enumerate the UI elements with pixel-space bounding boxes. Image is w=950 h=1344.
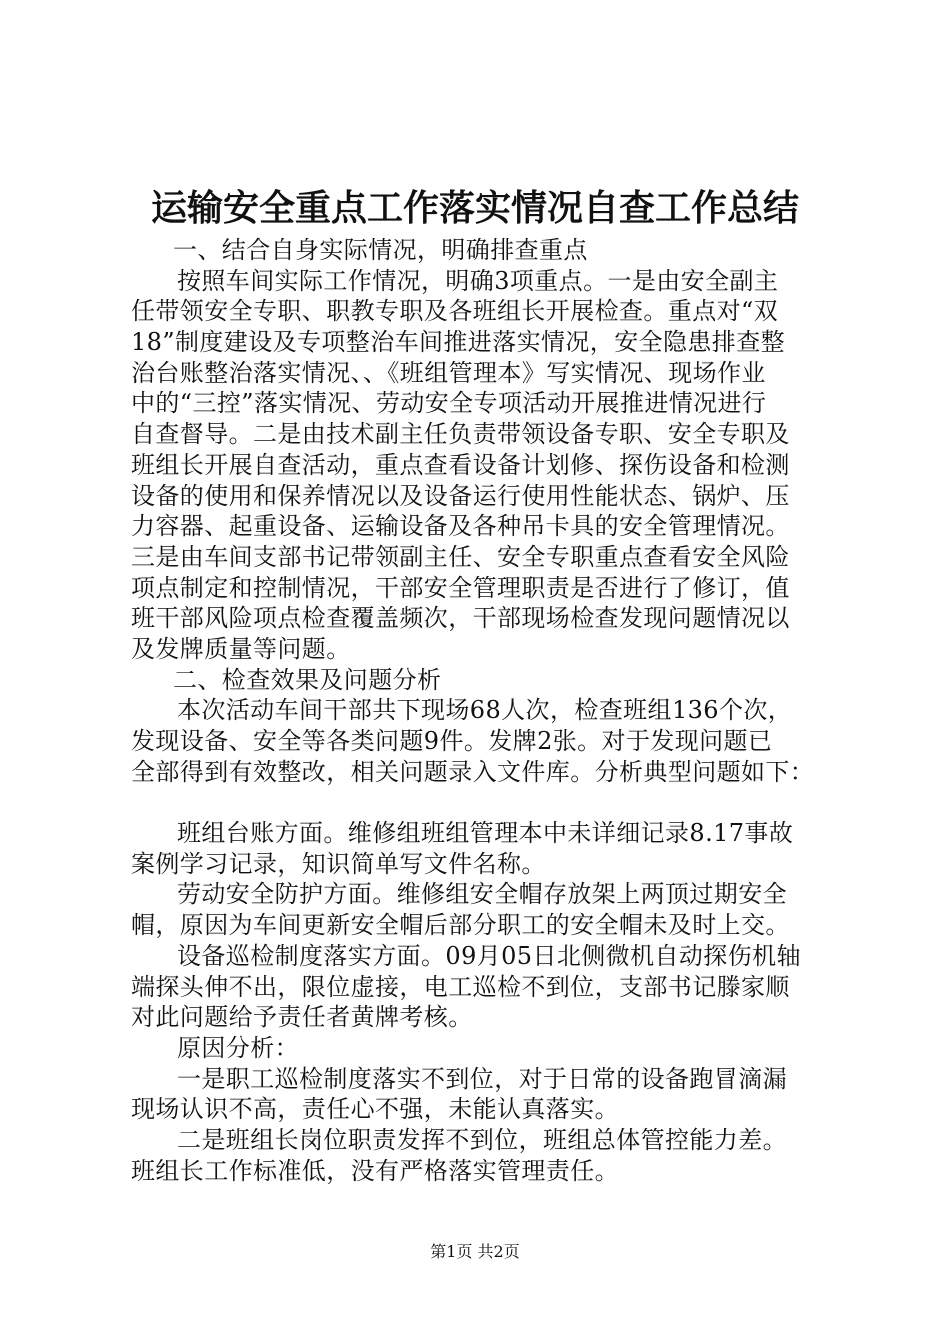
paragraph-line: 发现设备、安全等各类问题9件。发牌2张。对于发现问题已 bbox=[131, 727, 773, 755]
paragraph-line: 治台账整治落实情况、、《班组管理本》写实情况、现场作业 bbox=[131, 358, 766, 387]
paragraph-line: 现场认识不高，责任心不强，未能认真落实。 bbox=[131, 1095, 619, 1124]
paragraph-line: 劳动安全防护方面。维修组安全帽存放架上两顶过期安全 bbox=[177, 880, 787, 909]
paragraph-line: 设备的使用和保养情况以及设备运行使用性能状态、锅炉、压 bbox=[131, 481, 790, 510]
section-heading-2: 二、检查效果及问题分析 bbox=[173, 665, 442, 694]
page-footer: 第1页 共2页 bbox=[430, 1242, 520, 1261]
paragraph-line: 力容器、起重设备、运输设备及各种吊卡具的安全管理情况。 bbox=[131, 512, 790, 541]
paragraph-line: 对此问题给予责任者黄牌考核。 bbox=[131, 1003, 473, 1032]
paragraph-line: 项点制定和控制情况，干部安全管理职责是否进行了修订，值 bbox=[131, 573, 790, 602]
paragraph-line: 本次活动车间干部共下现场68人次，检查班组136个次， bbox=[177, 696, 793, 725]
paragraph-line: 三是由车间支部书记带领副主任、安全专职重点查看安全风险 bbox=[131, 542, 790, 571]
paragraph-line: 按照车间实际工作情况，明确3项重点。一是由安全副主 bbox=[177, 266, 779, 295]
paragraph-heading: 原因分析： bbox=[177, 1033, 299, 1062]
document-body bbox=[131, 235, 831, 1186]
paragraph-line: 全部得到有效整改，相关问题录入文件库。分析典型问题如下： bbox=[131, 757, 815, 786]
paragraph-line: 一是职工巡检制度落实不到位，对于日常的设备跑冒滴漏 bbox=[177, 1064, 787, 1093]
paragraph-line: 自查督导。二是由技术副主任负责带领设备专职、安全专职及 bbox=[131, 420, 790, 449]
paragraph-line: 班组长工作标准低，没有严格落实管理责任。 bbox=[131, 1156, 619, 1185]
paragraph-line: 设备巡检制度落实方面。09月05日北侧微机自动探伤机轴 bbox=[177, 941, 801, 970]
blank-line bbox=[131, 787, 831, 818]
paragraph-line: 班干部风险项点检查覆盖频次，干部现场检查发现问题情况以 bbox=[131, 604, 790, 633]
paragraph-line: 案例学习记录，知识简单写文件名称。 bbox=[131, 849, 546, 878]
paragraph-line: 二是班组长岗位职责发挥不到位，班组总体管控能力差。 bbox=[177, 1125, 787, 1154]
document-title: 运输安全重点工作落实情况自查工作总结 bbox=[150, 187, 799, 229]
paragraph-line: 中的“三控”落实情况、劳动安全专项活动开展推进情况进行 bbox=[131, 389, 767, 418]
paragraph-line: 班组台账方面。维修组班组管理本中未详细记录8.17事故 bbox=[177, 819, 794, 848]
paragraph-line: 帽，原因为车间更新安全帽后部分职工的安全帽未及时上交。 bbox=[131, 911, 790, 940]
paragraph-line: 任带领安全专职、职教专职及各班组长开展检查。重点对“双 bbox=[131, 297, 779, 326]
paragraph-line: 18”制度建设及专项整治车间推进落实情况，安全隐患排查整 bbox=[131, 328, 786, 357]
paragraph-line: 班组长开展自查活动，重点查看设备计划修、探伤设备和检测 bbox=[131, 450, 790, 479]
section-heading-1: 一、结合自身实际情况，明确排查重点 bbox=[173, 236, 588, 264]
paragraph-line: 及发牌质量等问题。 bbox=[131, 634, 351, 663]
paragraph-line: 端探头伸不出，限位虚接，电工巡检不到位，支部书记滕家顺 bbox=[131, 972, 790, 1001]
